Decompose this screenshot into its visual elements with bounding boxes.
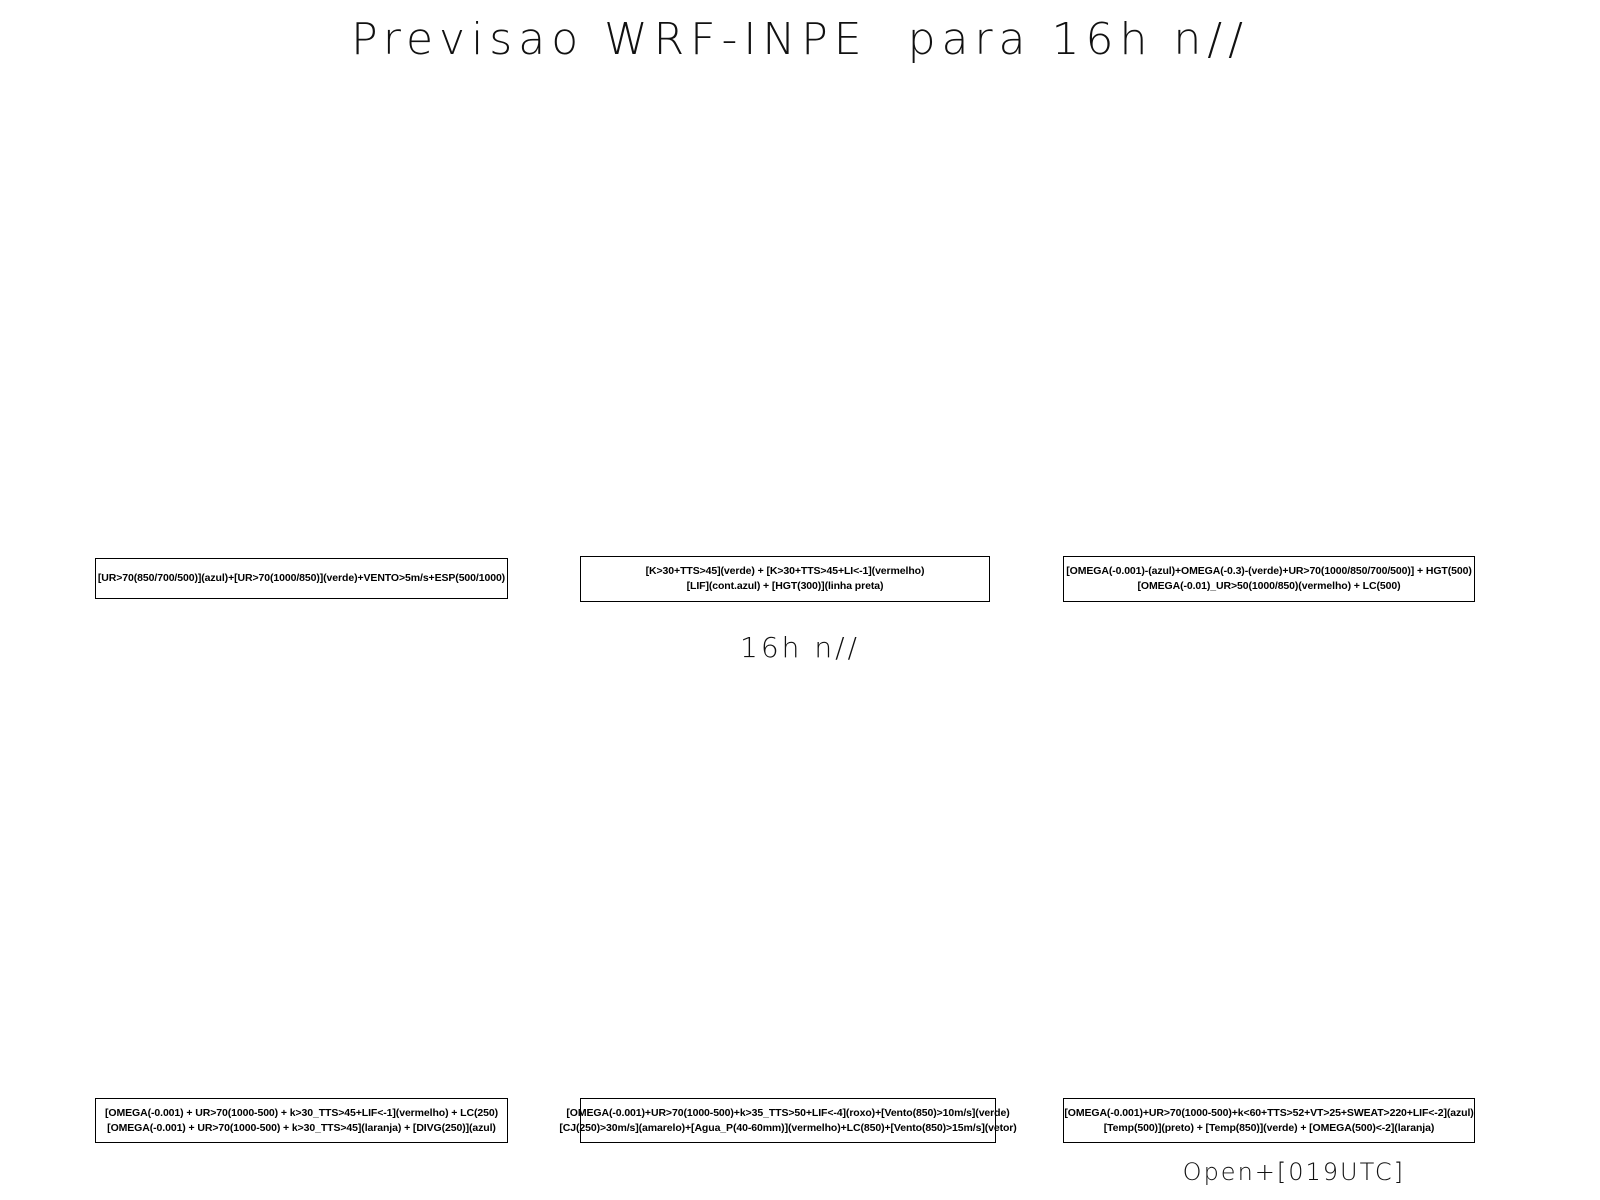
footer-time-label: Open+[019UTC]: [1182, 1158, 1405, 1186]
legend-box-top-center: [580, 556, 990, 602]
legend-line: [LIF](cont.azul) + [HGT(300)](linha preta): [686, 580, 884, 592]
legend-line: [UR>70(850/700/500)](azul)+[UR>70(1000/850)](verde)+VENTO>5m/s+ESP(500/1000): [97, 572, 506, 584]
legend-line: [OMEGA(-0.001) + UR>70(1000-500) + k>30_TTS>45](laranja) + [DIVG(250)](azul): [107, 1121, 496, 1134]
legend-line: [Temp(500)](preto) + [Temp(850)](verde) + [OMEGA(500)<-2](laranja): [1103, 1121, 1435, 1134]
legend-line: [OMEGA(-0.001)-(azul)+OMEGA(-0.3)-(verde)+UR>70(1000/850/700/500)] + HGT(500): [1066, 565, 1472, 577]
legend-line: [OMEGA(-0.001)+UR>70(1000-500)+k<60+TTS>52+VT>25+SWEAT>220+LIF<-2](azul): [1064, 1106, 1474, 1119]
page-title: Previsao WRF-INPE para 16h n//: [351, 14, 1249, 65]
legend-line: [CJ(250)>30m/s](amarelo)+[Agua_P(40-60mm)](vermelho)+LC(850)+[Vento(850)>15m/s](vetor): [559, 1121, 1017, 1134]
legend-box-bottom-right: [1063, 1098, 1475, 1143]
legend-line: [OMEGA(-0.001)+UR>70(1000-500)+k>35_TTS>50+LIF<-4](roxo)+[Vento(850)>10m/s](verde): [566, 1106, 1010, 1119]
legend-box-top-left: [95, 558, 508, 599]
legend-box-bottom-center: [559, 1098, 1017, 1143]
legend-line: [OMEGA(-0.01)_UR>50(1000/850)(vermelho) + LC(500): [1137, 580, 1401, 592]
legend-box-bottom-left: [95, 1098, 508, 1143]
legend-box-top-right: [1063, 556, 1475, 602]
legend-line: [K>30+TTS>45](verde) + [K>30+TTS>45+LI<-1](vermelho): [645, 565, 925, 577]
center-time-label: 16h n//: [740, 631, 860, 664]
legend-line: [OMEGA(-0.001) + UR>70(1000-500) + k>30_TTS>45+LIF<-1](vermelho) + LC(250): [105, 1106, 498, 1119]
